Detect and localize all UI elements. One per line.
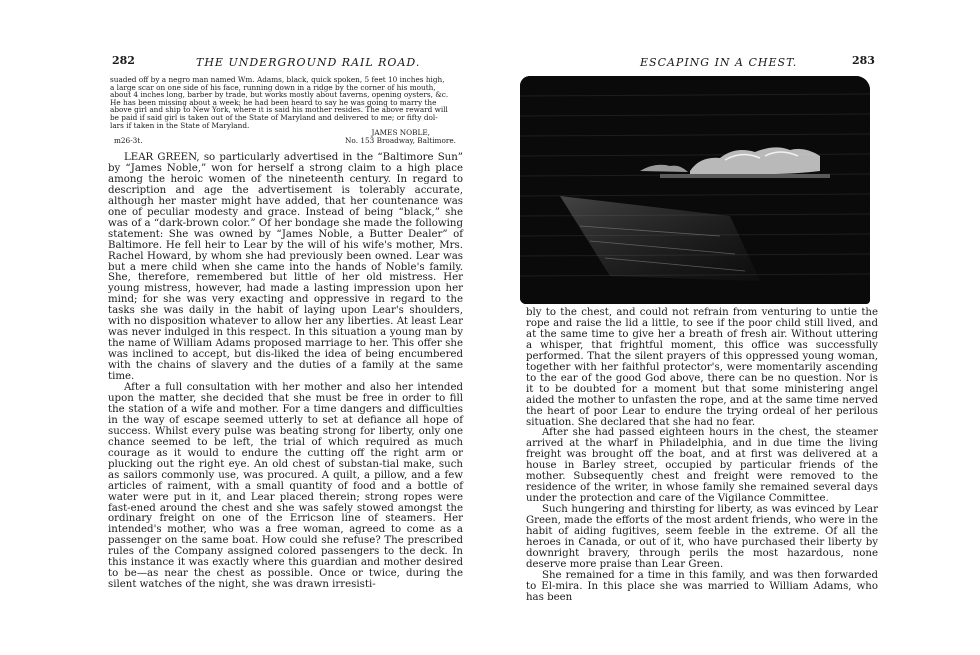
ad-line: He has been missing about a week; he had been heard to say he was going to marry the <box>110 97 437 107</box>
page-number: 283 <box>852 54 875 67</box>
right-page <box>490 0 980 655</box>
paragraph: After a full consultation with her mother and also her intended upon the matter, she decided that she must be free in order to fill the station of a wife and mother. For a time dangers and difficulties in the way of escape seemed utterly to set at defiance all hope of success. Whilst every pulse was beating strong for liberty, only one chance seemed to be left, the trial of which required as much courage as it would to endure the cutting off the right arm or plucking out the right eye. An old chest of substan-tial make, such as sailors commonly use, was procured. A quilt, a pillow, and a few articles of raiment, with a small quantity of food and a bottle of water were put in it, and Lear placed therein; strong ropes were fast-ened around the chest and she was safely stowed amongst the ordinary freight on one of the Erricson line of steamers. Her intended's mother, who was a free woman, agreed to come as a passenger on the same boat. How could she refuse? The prescribed rules of the Company assigned colored passengers to the deck. In this instance it was exactly where this guardian and mother desired to be—as near the chest as possible. Once or twice, during the silent watches of the night, she was drawn irresisti- <box>108 382 463 591</box>
paragraph: Such hungering and thirsting for liberty, as was evinced by Lear Green, made the efforts of the most ardent friends, who were in the habit of aiding fugitives, seem feeble in the extreme. Of all the heroes in Canada, or out of it, who have purchased their liberty by downright bravery, through perils the most hazardous, none deserve more praise than Lear Green. <box>526 504 878 570</box>
ad-line: be paid if said girl is taken out of the State of Maryland and delivered to me; or fifty dol- <box>110 112 438 122</box>
paragraph <box>108 153 463 383</box>
right-body-text <box>526 308 878 604</box>
ad-line: suaded off by a negro man named Wm. Adams, black, quick spoken, 5 feet 10 inches high, <box>110 75 445 84</box>
ad-footer <box>110 137 460 145</box>
ad-signature: JAMES NOBLE, <box>371 128 430 138</box>
paragraph-text: so particularly advertised in the “Baltimore Sun” by “James Noble,” won for herself a strong claim to a high place among the heroic women of the nineteenth century. In regard to description and age the advertisement is tolerably accurate, although her master might have added, that her countenance was one of peculiar modesty and grace. Instead of being “black,” she was of a “dark-brown color.” Of her bondage she made the following statement: She was owned by “James Noble, a Butter Dealer” of Baltimore. He fell heir to Lear by the will of his wife's mother, Mrs. Rachel Howard, by whom she had previously been owned. Lear was but a mere child when she came into the hands of Noble's family. She, therefore, remembered but little of her old mistress. Her young mistress, however, had made a lasting impression upon her mind; for she was very exacting and oppressive in regard to the tasks she was daily in the habit of laying upon Lear's shoulders, with no disposition whatever to allow her any liberties. At least Lear was never indulged in this respect. In this situation a young man by the name of William Adams proposed marriage to her. This offer she was inclined to accept, but dis-liked the idea of being encumbered with the chains of slavery and the duties of a family at the same time. <box>108 152 463 383</box>
paragraph: After she had passed eighteen hours in the chest, the steamer arrived at the wharf in Philadelphia, and in due time the living freight was brought off the boat, and at first was delivered at a house in Barley street, occupied by particular friends of the mother. Subsequently chest and freight were removed to the residence of the writer, in whose family she remained several days under the protection and care of the Vigilance Committee. <box>526 427 878 505</box>
ad-date-ref: m26-3t. <box>114 135 143 145</box>
page-number: 282 <box>112 54 135 67</box>
engraving-image <box>520 76 870 304</box>
paragraph: She remained for a time in this family, and was then forwarded to El-mira. In this place she was married to William Adams, who has been <box>526 569 878 603</box>
engraving-illustration <box>520 76 870 304</box>
running-head: THE UNDERGROUND RAIL ROAD. <box>196 56 421 69</box>
runaway-advertisement <box>110 76 460 144</box>
ad-line: a large scar on one side of his face, running down in a ridge by the corner of his mouth, <box>110 82 436 92</box>
ad-line: lars if taken in the State of Maryland. <box>110 120 250 130</box>
ad-address: No. 153 Broadway, Baltimore. <box>345 135 456 145</box>
paragraph: bly to the chest, and could not refrain from venturing to untie the rope and raise the lid a little, to see if the poor child still lived, and at the same time to give her a breath of fresh air. Without uttering a whisper, that frightful moment, this office was successfully performed. That the silent prayers of this oppressed young woman, together with her faithful protector's, were momentarily ascending to the ear of the good God above, there can be no question. Nor is it to be doubted for a moment but that some ministering angel aided the mother to unfasten the rope, and at the same time nerved the heart of poor Lear to endure the trying ordeal of her perilous situation. She declared that she had no fear. <box>526 307 878 428</box>
ad-line: above girl and ship to New York, where it is said his mother resides. The above reward will <box>110 105 448 115</box>
left-body-text <box>108 153 463 591</box>
running-head: ESCAPING IN A CHEST. <box>640 56 798 69</box>
paragraph-lead: LEAR GREEN, <box>124 152 200 163</box>
ad-line: about 4 inches long, barber by trade, but works mostly about taverns, opening oysters, &c. <box>110 90 449 100</box>
